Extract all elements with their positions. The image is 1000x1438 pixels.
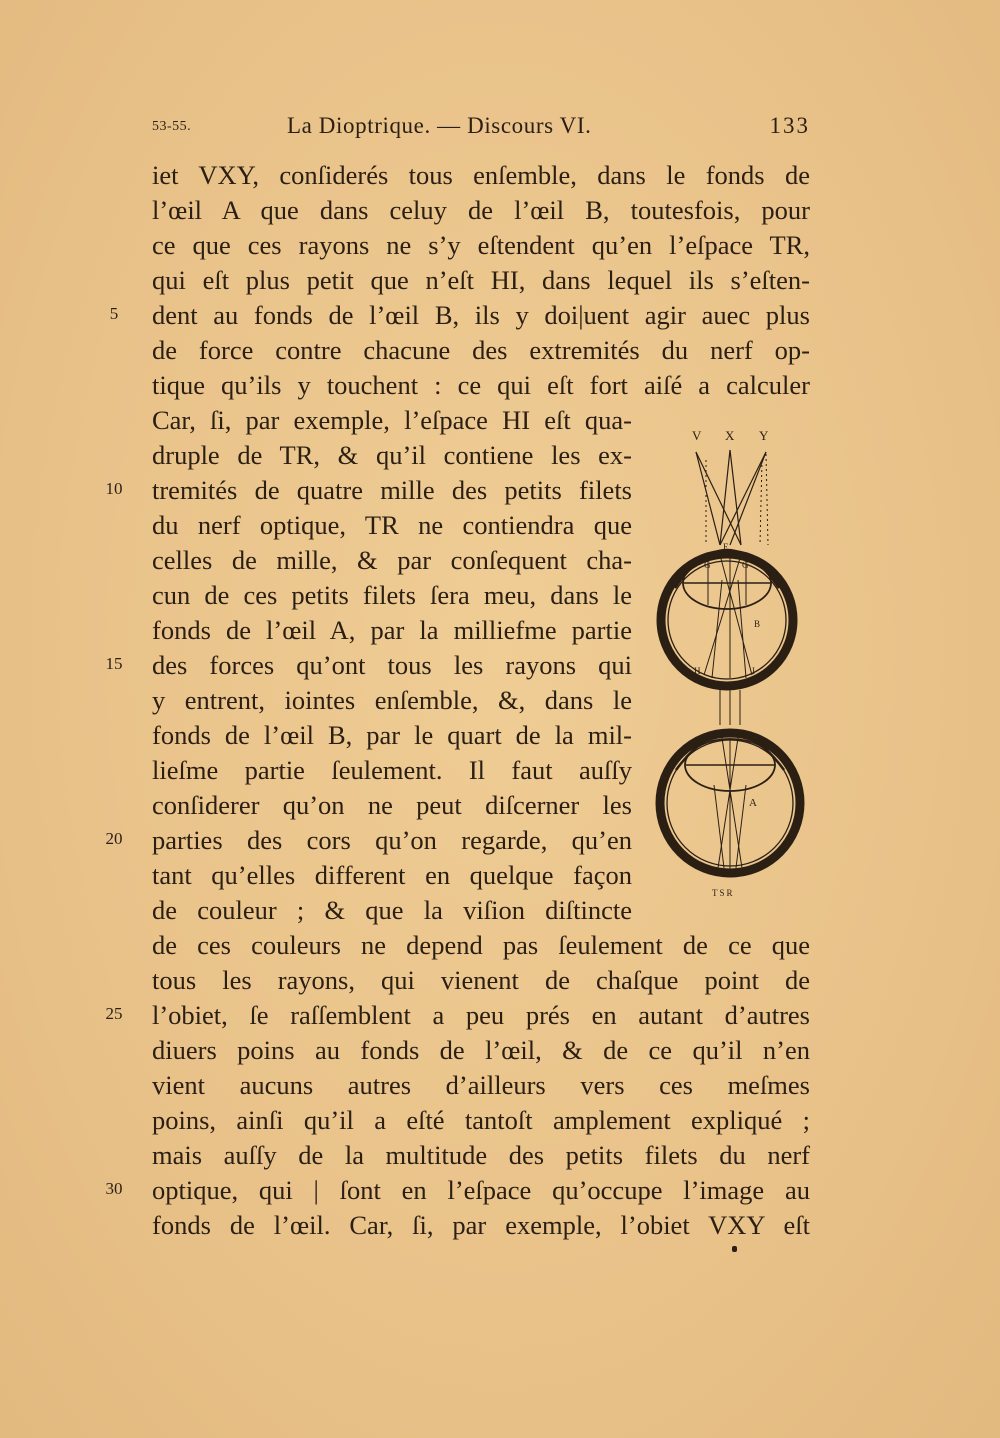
line-number: 20 (105, 829, 123, 848)
text-line: tant qu’elles different en quelque façon (152, 860, 632, 890)
label-i: I (752, 666, 755, 676)
two-eyes-figure (642, 420, 818, 910)
label-tsr: TSR (712, 888, 735, 898)
text-line: tremités de quatre mille des petits filets (152, 475, 632, 505)
text-line: de force contre chacune des extremités du nerf op- (152, 335, 810, 365)
text-line: poins, ainſi qu’il a eſté tantoſt amplement expliqué ; (152, 1105, 810, 1135)
label-x: X (725, 428, 735, 443)
eye-diagram (642, 420, 818, 910)
text-line: y entrent, iointes enſemble, &, dans le (152, 685, 632, 715)
line-number: 15 (105, 654, 123, 673)
text-line: lieſme partie ſeulement. Il faut auſſy (152, 755, 632, 785)
line-number: 25 (105, 1004, 123, 1023)
text-line: fonds de l’œil A, par la milliefme partie (152, 615, 632, 645)
running-head (152, 113, 812, 143)
text-line: tique qu’ils y touchent : ce qui eſt fort aiſé a calculer (152, 370, 810, 400)
text-line: fonds de l’œil B, par le quart de la mil- (152, 720, 632, 750)
label-f: F (736, 728, 742, 738)
text-line: celles de mille, & par conſequent cha- (152, 545, 632, 575)
text-line: cun de ces petits filets ſera meu, dans le (152, 580, 632, 610)
text-line: tous les rayons, qui vienent de chaſque point de (152, 965, 810, 995)
page-reference: 53-55. (152, 119, 192, 134)
page-number: 133 (769, 113, 810, 138)
label-y: Y (759, 428, 769, 443)
text-line: l’œil A que dans celuy de l’œil B, toutesfois, pour (152, 195, 810, 225)
running-title: La Dioptrique. — Discours VI. (287, 113, 592, 138)
text-line: de couleur ; & que la viſion diſtincte (152, 895, 632, 925)
label-g-left: G (704, 560, 711, 570)
text-line: druple de TR, & qu’il contiene les ex- (152, 440, 632, 470)
text-line: diuers poins au fonds de l’œil, & de ce qu’il n’en (152, 1035, 810, 1065)
text-line: qui eſt plus petit que n’eſt HI, dans lequel ils s’eſten- (152, 265, 810, 295)
text-line: mais auſſy de la multitude des petits filets du nerf (152, 1140, 810, 1170)
text-line: fonds de l’œil. Car, ſi, par exemple, l’obiet VXY eſt (152, 1210, 810, 1240)
text-line: parties des cors qu’on regarde, qu’en (152, 825, 632, 855)
text-line: ce que ces rayons ne s’y eſtendent qu’en l’eſpace TR, (152, 230, 810, 260)
text-line: de ces couleurs ne depend pas ſeulement de ce que (152, 930, 810, 960)
eye-b (661, 542, 793, 686)
text-line: des forces qu’ont tous les rayons qui (152, 650, 632, 680)
text-line: vient aucuns autres d’ailleurs vers ces meſmes (152, 1070, 810, 1100)
label-v: V (692, 428, 702, 443)
text-line: optique, qui | ſont en l’eſpace qu’occupe l’image au (152, 1175, 810, 1205)
label-g-right: G (742, 560, 749, 570)
text-line: conſiderer qu’on ne peut diſcerner les (152, 790, 632, 820)
label-b: B (754, 619, 761, 629)
eye-a (660, 728, 800, 898)
line-number: 10 (105, 479, 123, 498)
text-line: l’obiet, ſe raſſemblent a peu prés en autant d’autres (152, 1000, 810, 1030)
ink-dot (732, 1246, 737, 1252)
label-h: H (694, 666, 701, 676)
line-number: 5 (109, 304, 119, 323)
text-line: Car, ſi, par exemple, l’eſpace HI eſt qua- (152, 405, 632, 435)
text-line: iet VXY, conſiderés tous enſemble, dans le fonds de (152, 160, 810, 190)
text-line: du nerf optique, TR ne contiendra que (152, 510, 632, 540)
label-e: E (723, 542, 729, 552)
line-number: 30 (105, 1179, 123, 1198)
label-a: A (749, 797, 757, 809)
text-line: dent au fonds de l’œil B, ils y doi|uent agir auec plus (152, 300, 810, 330)
